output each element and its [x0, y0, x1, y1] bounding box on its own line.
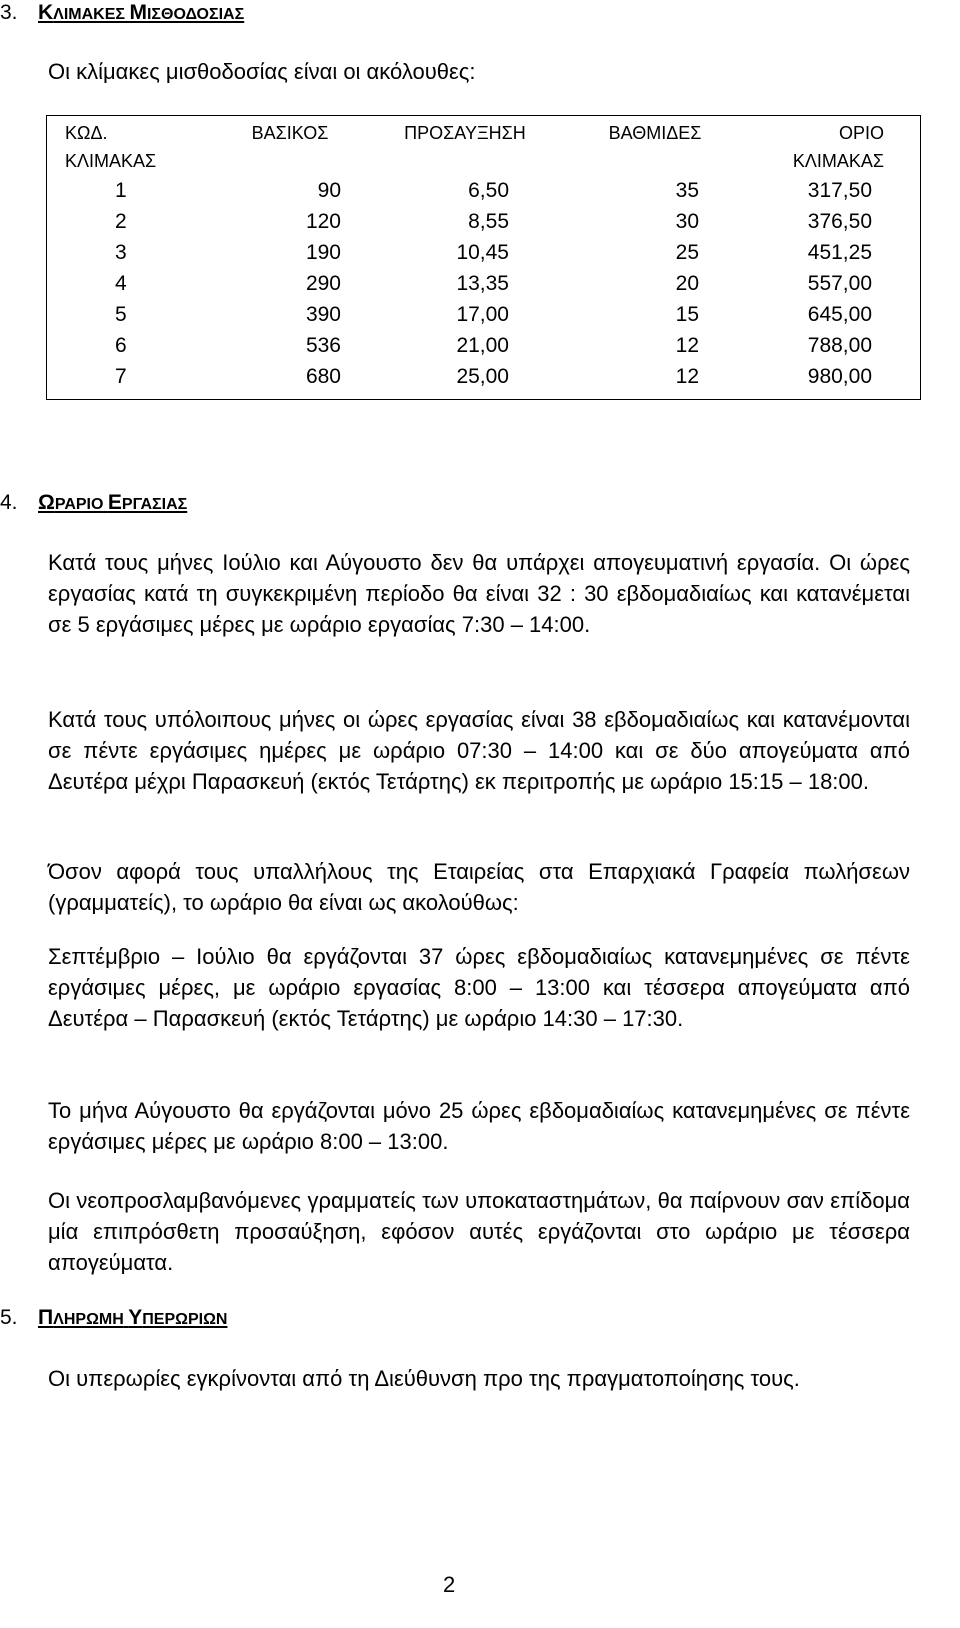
section-3-intro: Οι κλίμακες μισθοδοσίας είναι οι ακόλουθες:	[48, 59, 476, 84]
cell-basic: 190	[305, 241, 341, 264]
cell-steps: 20	[675, 272, 699, 295]
cell-basic: 90	[317, 179, 341, 202]
table-row	[47, 207, 921, 238]
cell-basic: 120	[305, 210, 341, 233]
section-4-heading	[0, 490, 187, 518]
section-3-title: ΚΛΙΜΑΚΕΣ ΜΙΣΘΟΔΟΣΙΑΣ	[38, 1, 245, 24]
table-header-row	[47, 116, 921, 176]
cell-code: 7	[115, 365, 127, 388]
cell-increment: 17,00	[456, 303, 509, 326]
cell-code: 1	[115, 179, 127, 202]
cell-code: 3	[115, 241, 127, 264]
cell-limit: 980,00	[807, 365, 872, 388]
section-5-number: 5.	[0, 1306, 18, 1329]
salary-scales-table	[46, 115, 921, 400]
cell-steps: 25	[675, 241, 699, 264]
table-row	[47, 238, 921, 269]
table-row	[47, 362, 921, 400]
cell-code: 4	[115, 272, 127, 295]
cell-basic: 390	[305, 303, 341, 326]
table-row	[47, 331, 921, 362]
table-row	[47, 300, 921, 331]
paragraph-new-hires: Οι νεοπροσλαμβανόμενες γραμματείς των υποκαταστημάτων, θα παίρνουν σαν επίδομα μία επιπρόσθετη προσαύξηση, εφόσον αυτές εργάζονται στο ωράριο με τέσσερα απογεύματα.	[48, 1188, 910, 1275]
paragraph-september-july: Σεπτέμβριο – Ιούλιο θα εργάζονται 37 ώρες εβδομαδιαίως κατανεμημένες σε πέντε εργάσιμες μέρες, με ωράριο εργασίας 8:00 – 13:00 και τέσσερα απογεύματα από Δευτέρα – Παρασκευή (εκτός Τετάρτης) με ωράριο 14:30 – 17:30.	[48, 944, 910, 1031]
page-number: 2	[443, 1572, 456, 1597]
cell-increment: 10,45	[456, 241, 509, 264]
cell-code: 6	[115, 334, 127, 357]
section-3-heading	[0, 0, 244, 28]
cell-steps: 12	[675, 334, 699, 357]
cell-increment: 8,55	[468, 210, 509, 233]
table-row	[47, 176, 921, 207]
cell-steps: 30	[675, 210, 699, 233]
paragraph-summer-hours: Κατά τους μήνες Ιούλιο και Αύγουστο δεν θα υπάρχει απογευματινή εργασία. Οι ώρες εργασίας κατά τη συγκεκριμένη περίοδο θα είναι 32 : 30 εβδομαδιαίως και κατανέμεται σε 5 εργάσιμες μέρες με ωράριο εργασίας 7:30 – 14:00.	[48, 550, 910, 637]
cell-increment: 6,50	[468, 179, 509, 202]
section-4-title: ΩΡΑΡΙΟ ΕΡΓΑΣΙΑΣ	[38, 491, 188, 514]
cell-basic: 536	[305, 334, 341, 357]
cell-limit: 376,50	[807, 210, 872, 233]
cell-increment: 21,00	[456, 334, 509, 357]
cell-increment: 13,35	[456, 272, 509, 295]
cell-limit: 788,00	[807, 334, 872, 357]
cell-limit: 557,00	[807, 272, 872, 295]
header-steps: ΒΑΘΜΙΔΕΣ	[608, 123, 702, 143]
paragraph-august: Το μήνα Αύγουστο θα εργάζονται μόνο 25 ώρες εβδομαδιαίως κατανεμημένες σε πέντε εργάσιμες μέρες με ωράριο 8:00 – 13:00.	[48, 1098, 910, 1154]
table-body	[47, 176, 921, 400]
header-scale-limit: ΟΡΙΟ ΚΛΙΜΑΚΑΣ	[792, 123, 884, 171]
cell-basic: 290	[305, 272, 341, 295]
paragraph-regular-hours: Κατά τους υπόλοιπους μήνες οι ώρες εργασίας είναι 38 εβδομαδιαίως και κατανέμονται σε πέντε εργάσιμες ημέρες με ωράριο 07:30 – 14:00 και σε δύο απογεύματα από Δευτέρα μέχρι Παρασκευή (εκτός Τετάρτης) εκ περιτροπής με ωράριο 15:15 – 18:00.	[48, 707, 910, 794]
header-basic: ΒΑΣΙΚΟΣ	[251, 123, 329, 143]
cell-steps: 12	[675, 365, 699, 388]
cell-limit: 645,00	[807, 303, 872, 326]
section-5-heading	[0, 1305, 227, 1333]
cell-increment: 25,00	[456, 365, 509, 388]
cell-steps: 35	[675, 179, 699, 202]
section-4-number: 4.	[0, 491, 18, 514]
cell-limit: 317,50	[807, 179, 872, 202]
header-increment: ΠΡΟΣΑΥΞΗΣΗ	[404, 123, 526, 143]
section-5-title: ΠΛΗΡΩΜΗ ΥΠΕΡΩΡΙΩΝ	[38, 1306, 228, 1329]
table-row	[47, 269, 921, 300]
cell-code: 2	[115, 210, 127, 233]
header-code: ΚΩΔ. ΚΛΙΜΑΚΑΣ	[65, 123, 157, 171]
paragraph-regional-offices: Όσον αφορά τους υπαλλήλους της Εταιρείας στα Επαρχιακά Γραφεία πωλήσεων (γραμματείς), το ωράριο θα είναι ως ακολούθως:	[48, 859, 910, 915]
cell-basic: 680	[305, 365, 341, 388]
cell-code: 5	[115, 303, 127, 326]
cell-limit: 451,25	[807, 241, 872, 264]
section-3-number: 3.	[0, 1, 18, 24]
cell-steps: 15	[675, 303, 699, 326]
paragraph-overtime: Οι υπερωρίες εγκρίνονται από τη Διεύθυνση προ της πραγματοποίησης τους.	[48, 1366, 800, 1391]
